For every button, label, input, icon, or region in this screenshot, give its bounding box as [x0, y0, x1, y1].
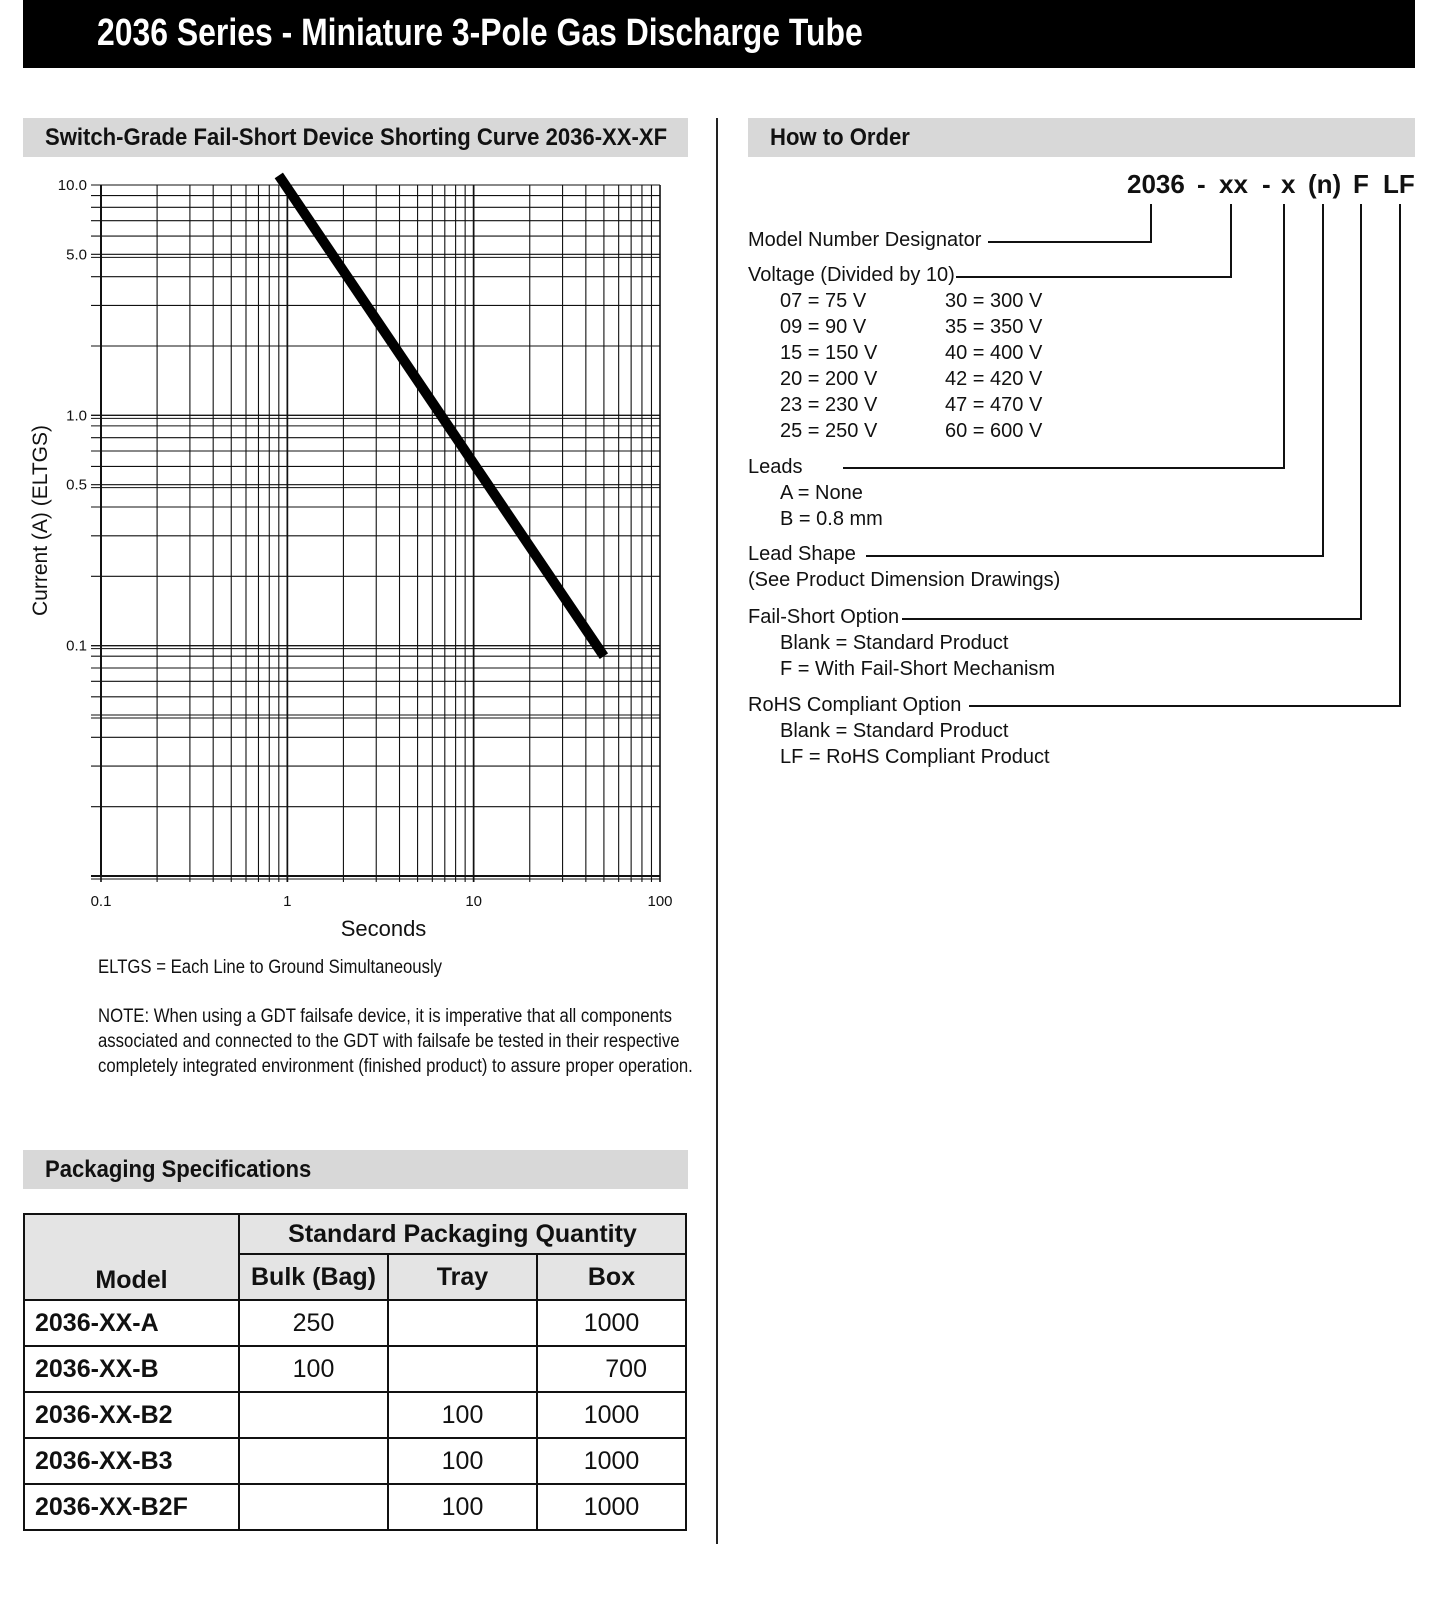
lead-shape-label: Lead Shape — [748, 543, 856, 565]
fail-short-option: Blank = Standard Product — [780, 632, 1009, 654]
tray-cell: 100 — [388, 1484, 537, 1530]
box-cell: 1000 — [537, 1438, 686, 1484]
x-tick-label: 10 — [465, 893, 483, 910]
standard-packaging-header: Standard Packaging Quantity — [239, 1214, 686, 1254]
model-cell: 2036-XX-B — [24, 1346, 239, 1392]
order-code-failshort: F — [1353, 169, 1369, 199]
table-row — [24, 1346, 686, 1392]
x-tick-label: 100 — [647, 893, 673, 910]
y-tick-label: 0.1 — [66, 637, 87, 655]
model-cell: 2036-XX-B2 — [24, 1392, 239, 1438]
order-section-header — [748, 118, 1415, 157]
table-row — [24, 1392, 686, 1438]
connector-lead-shape — [866, 555, 1324, 557]
header-banner — [23, 0, 1415, 68]
voltage-option: 23 = 230 V — [780, 394, 878, 416]
tray-cell — [388, 1346, 537, 1392]
box-cell: 700 — [537, 1346, 686, 1392]
connector-leads — [843, 467, 1285, 469]
model-designator-label: Model Number Designator — [748, 229, 982, 251]
packaging-section-title: Packaging Specifications — [45, 1156, 312, 1183]
connector-model — [988, 241, 1152, 243]
fail-short-label: Fail-Short Option — [748, 606, 900, 628]
x-tick-label: 1 — [283, 893, 292, 910]
voltage-option: 35 = 350 V — [945, 316, 1043, 338]
shorting-curve-chart — [23, 165, 688, 945]
lead-shape-note: (See Product Dimension Drawings) — [748, 569, 1061, 591]
y-tick-label: 0.5 — [66, 476, 87, 494]
model-cell: 2036-XX-B3 — [24, 1438, 239, 1484]
bulk-cell — [239, 1392, 388, 1438]
connector-fail-short — [1360, 204, 1362, 620]
x-axis-title: Seconds — [340, 916, 427, 941]
chart-grid — [91, 185, 660, 882]
leads-option: B = 0.8 mm — [780, 508, 883, 530]
rohs-option: Blank = Standard Product — [780, 720, 1009, 742]
bulk-cell: 250 — [239, 1300, 388, 1346]
eltgs-note: ELTGS = Each Line to Ground Simultaneously — [98, 957, 443, 978]
connector-voltage — [1230, 204, 1232, 278]
box-cell: 1000 — [537, 1392, 686, 1438]
table-row — [24, 1484, 686, 1530]
voltage-option: 30 = 300 V — [945, 290, 1043, 312]
connector-rohs — [969, 705, 1401, 707]
table-row — [24, 1438, 686, 1484]
box-cell: 1000 — [537, 1484, 686, 1530]
order-section-title: How to Order — [770, 124, 910, 151]
table-row — [24, 1300, 686, 1346]
note-line: associated and connected to the GDT with failsafe be tested in their respective — [98, 1031, 680, 1052]
y-tick-label: 1.0 — [66, 407, 87, 425]
rohs-option: LF = RoHS Compliant Product — [780, 746, 1050, 768]
voltage-option: 47 = 470 V — [945, 394, 1043, 416]
y-tick-label: 5.0 — [66, 246, 87, 264]
order-code-base: 2036 — [1127, 169, 1185, 199]
connector-fail-short — [902, 618, 1362, 620]
note-line: completely integrated environment (finished product) to assure proper operation. — [98, 1056, 693, 1077]
model-cell: 2036-XX-A — [24, 1300, 239, 1346]
tray-cell: 100 — [388, 1392, 537, 1438]
voltage-option: 42 = 420 V — [945, 368, 1043, 390]
voltage-option: 09 = 90 V — [780, 316, 867, 338]
x-tick-label: 0.1 — [90, 893, 112, 910]
column-header-tray: Tray — [388, 1254, 537, 1300]
order-code-rohs: LF — [1383, 169, 1415, 199]
tray-cell: 100 — [388, 1438, 537, 1484]
chart-labels — [29, 177, 673, 941]
voltage-option: 15 = 150 V — [780, 342, 878, 364]
box-cell: 1000 — [537, 1300, 686, 1346]
voltage-option: 07 = 75 V — [780, 290, 867, 312]
note-line: NOTE: When using a GDT failsafe device, it is imperative that all components — [98, 1006, 672, 1027]
voltage-option: 20 = 200 V — [780, 368, 878, 390]
packaging-section-header — [23, 1150, 688, 1189]
bulk-cell — [239, 1438, 388, 1484]
failsafe-note — [98, 1004, 693, 1079]
model-header: Model — [24, 1214, 239, 1300]
model-cell: 2036-XX-B2F — [24, 1484, 239, 1530]
order-code-sep: - — [1197, 169, 1206, 199]
connector-leads — [1283, 204, 1285, 469]
chart-axes — [91, 185, 660, 876]
connector-lead-shape — [1322, 204, 1324, 557]
order-code-leads: x — [1281, 169, 1296, 199]
leads-option: A = None — [780, 482, 863, 504]
y-tick-label: 10.0 — [57, 177, 87, 194]
y-axis-title: Current (A) (ELTGS) — [29, 425, 52, 616]
rohs-label: RoHS Compliant Option — [748, 694, 962, 716]
packaging-table — [23, 1213, 687, 1531]
leads-label: Leads — [748, 456, 803, 478]
voltage-label: Voltage (Divided by 10) — [748, 264, 955, 286]
connector-rohs — [1399, 204, 1401, 707]
voltage-option: 40 = 400 V — [945, 342, 1043, 364]
fail-short-option: F = With Fail-Short Mechanism — [780, 658, 1056, 680]
column-divider — [716, 118, 718, 1544]
connector-model — [1150, 204, 1152, 243]
voltage-option: 25 = 250 V — [780, 420, 878, 442]
bulk-cell — [239, 1484, 388, 1530]
order-code-voltage: xx — [1219, 169, 1248, 199]
chart-section-title: Switch-Grade Fail-Short Device Shorting Curve 2036-XX-XF — [45, 124, 668, 151]
column-header-bulk: Bulk (Bag) — [239, 1254, 388, 1300]
order-code-sep: - — [1262, 169, 1271, 199]
order-code-shape: (n) — [1308, 169, 1342, 199]
bulk-cell: 100 — [239, 1346, 388, 1392]
tray-cell — [388, 1300, 537, 1346]
column-header-box: Box — [537, 1254, 686, 1300]
chart-section-header — [23, 118, 688, 157]
page-title: 2036 Series - Miniature 3-Pole Gas Discharge Tube — [97, 12, 863, 54]
voltage-option: 60 = 600 V — [945, 420, 1043, 442]
connector-voltage — [956, 276, 1232, 278]
